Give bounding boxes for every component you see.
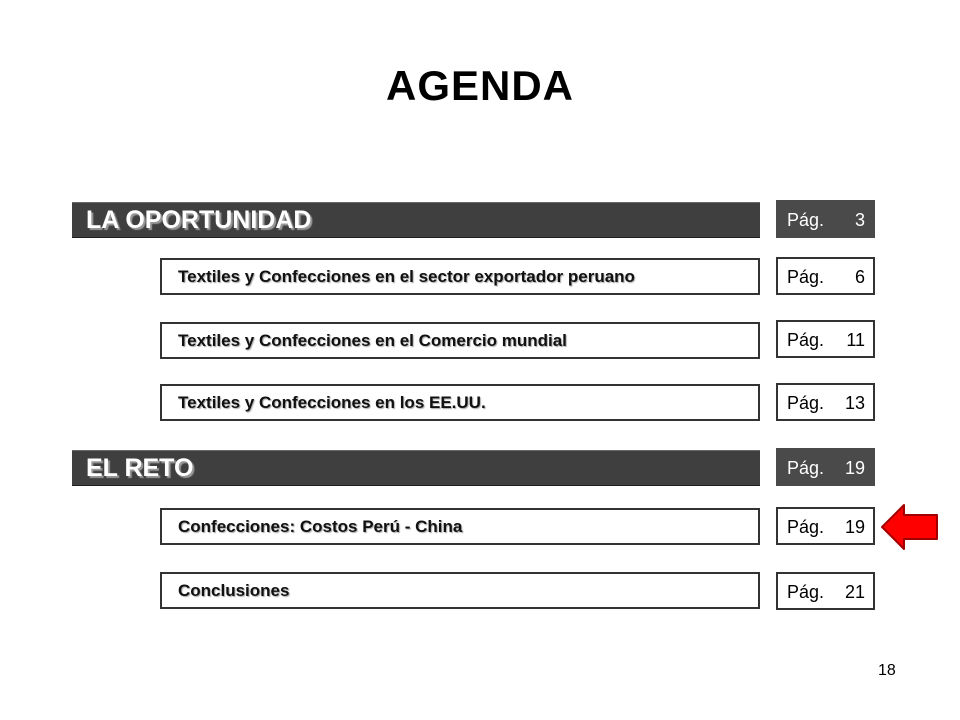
agenda-item-label: Textiles y Confecciones en los EE.UU.: [178, 393, 486, 412]
page-ref-sector-exportador: [776, 257, 875, 295]
page-number: 21: [844, 582, 865, 602]
slide-number: 18: [878, 662, 896, 679]
page-prefix: Pág.: [787, 517, 825, 537]
agenda-item-conclusiones[interactable]: [160, 572, 760, 609]
page-prefix: Pág.: [787, 267, 825, 287]
agenda-item-label: Textiles y Confecciones en el Comercio mundial: [178, 331, 567, 350]
page-prefix: Pág.: [787, 330, 825, 350]
page-number: 6: [854, 267, 865, 287]
agenda-item-label: Confecciones: Costos Perú - China: [178, 517, 463, 536]
page-ref-comercio-mundial: [776, 320, 875, 358]
agenda-item-label: Conclusiones: [178, 581, 290, 600]
agenda-item-sector-exportador[interactable]: [160, 258, 760, 295]
section-label: LA OPORTUNIDAD: [86, 206, 312, 234]
page-number: 3: [854, 210, 865, 230]
page-ref-eeuu: [776, 383, 875, 421]
section-label: EL RETO: [86, 454, 194, 482]
page-number: 19: [844, 458, 865, 478]
page-ref-la-oportunidad: [776, 200, 875, 238]
page-prefix: Pág.: [787, 582, 825, 602]
page-prefix: Pág.: [787, 458, 825, 478]
section-el-reto[interactable]: [72, 450, 760, 486]
agenda-item-eeuu[interactable]: [160, 384, 760, 421]
page-number: 11: [846, 330, 865, 350]
page-number: 19: [844, 517, 865, 537]
page-prefix: Pág.: [787, 210, 825, 230]
page-ref-costos-peru-china: [776, 507, 875, 545]
agenda-item-comercio-mundial[interactable]: [160, 322, 760, 359]
page-number: 13: [844, 393, 865, 413]
agenda-item-costos-peru-china[interactable]: [160, 508, 760, 545]
agenda-item-label: Textiles y Confecciones en el sector exportador peruano: [178, 267, 635, 286]
arrow-left-icon: [880, 502, 940, 552]
page-ref-conclusiones: [776, 572, 875, 610]
page-prefix: Pág.: [787, 393, 825, 413]
page-title: AGENDA: [385, 62, 574, 109]
section-la-oportunidad[interactable]: [72, 202, 760, 238]
page-ref-el-reto: [776, 448, 875, 486]
